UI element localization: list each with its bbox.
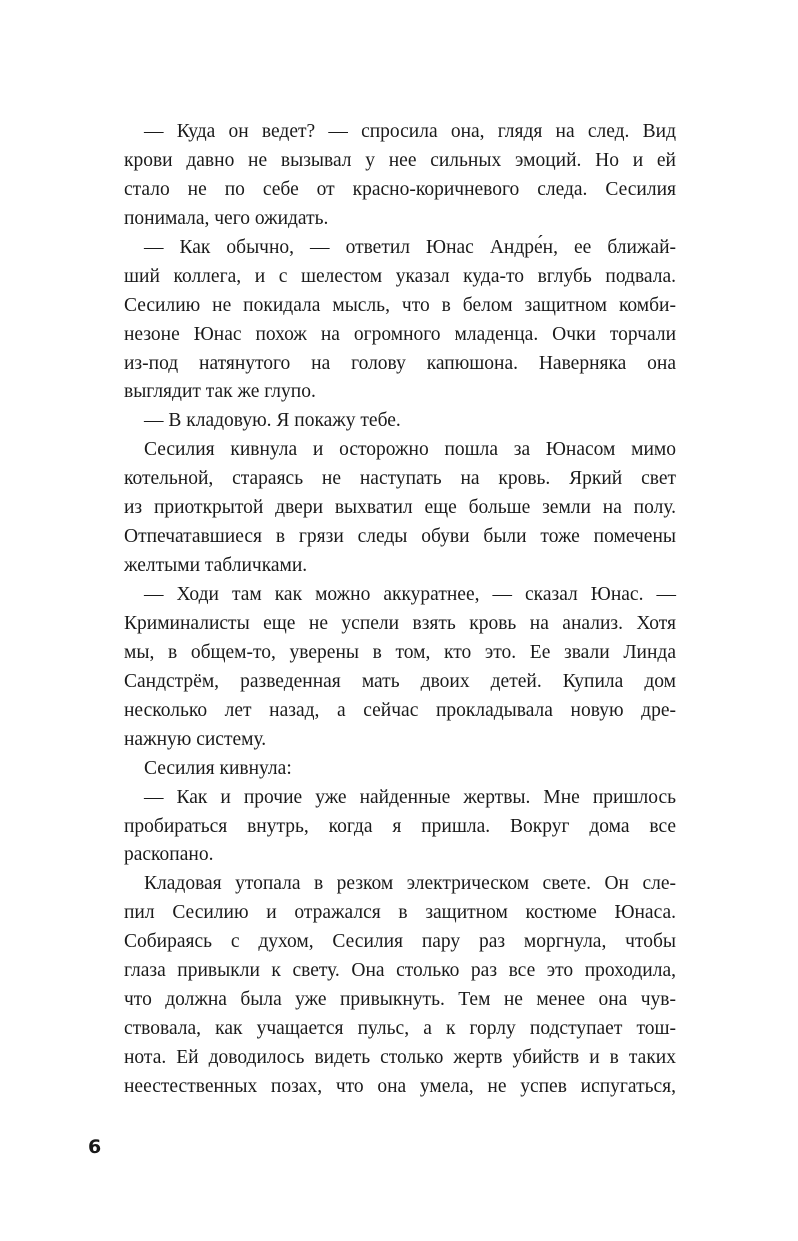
text-line: выглядит так же глупо.	[124, 381, 316, 403]
text-line: ший коллега, и с шелестом указал куда-то вглубь подвала.	[124, 265, 676, 287]
text-line: нота. Ей доводилось видеть столько жертв убийств и в таких	[124, 1047, 676, 1068]
text-line: Отпечатавшиеся в грязи следы обуви были тоже помечены	[124, 526, 676, 548]
text-line: из приоткрытой двери выхватил еще больше земли на полу.	[124, 497, 676, 519]
text-line: что должна была уже привыкнуть. Тем не менее она чув-	[124, 989, 676, 1011]
text-line: из-под натянутого на голову капюшона. Наверняка она	[124, 352, 676, 374]
text-line: Сесилия кивнула:	[144, 757, 292, 779]
text-line: желтыми табличками.	[124, 555, 308, 577]
text-line: Криминалисты еще не успели взять кровь на анализ. Хотя	[124, 612, 676, 634]
text-line: раскопано.	[124, 844, 214, 866]
text-line: крови давно не вызывал у нее сильных эмоций. Но и ей	[124, 149, 676, 171]
text-line: — Как и прочие уже найденные жертвы. Мне пришлось	[144, 786, 676, 808]
text-line: — Ходи там как можно аккуратнее, — сказал Юнас. —	[144, 584, 676, 605]
text-line: Сесилия кивнула и осторожно пошла за Юнасом мимо	[144, 439, 676, 461]
text-line: мы, в общем-то, уверены в том, кто это. Ее звали Линда	[124, 641, 676, 663]
text-line: глаза привыкли к свету. Она столько раз все это проходила,	[124, 960, 676, 982]
text-line: Собираясь с духом, Сесилия пару раз моргнула, чтобы	[124, 931, 676, 953]
body-text	[124, 118, 676, 1102]
text-line: стало не по себе от красно-коричневого следа. Сесилия	[124, 178, 676, 200]
text-line: нажную систему.	[124, 728, 267, 750]
text-line: ствовала, как учащается пульс, а к горлу подступает тош-	[124, 1018, 676, 1040]
text-line: несколько лет назад, а сейчас прокладывала новую дре-	[124, 699, 676, 721]
text-line: Кладовая утопала в резком электрическом свете. Он сле-	[144, 873, 676, 895]
text-line: пробираться внутрь, когда я пришла. Вокруг дома все	[124, 815, 676, 837]
text-line: неестественных позах, что она умела, не успев испугаться,	[124, 1075, 676, 1097]
text-line: — В кладовую. Я покажу тебе.	[144, 410, 401, 432]
text-line: — Как обычно, — ответил Юнас Андре́н, ее ближай-	[144, 236, 676, 258]
text-line: незоне Юнас похож на огромного младенца. Очки торчали	[124, 323, 676, 345]
text-line: Сандстрём, разведенная мать двоих детей. Купила дом	[124, 670, 676, 692]
text-line: пил Сесилию и отражался в защитном костюме Юнаса.	[124, 902, 676, 924]
text-line: Сесилию не покидала мысль, что в белом защитном комби-	[124, 294, 676, 316]
text-line: понимала, чего ожидать.	[124, 207, 329, 229]
page-number: 6	[88, 1136, 102, 1158]
text-line: котельной, стараясь не наступать на кровь. Яркий свет	[124, 468, 676, 490]
text-line: — Куда он ведет? — спросила она, глядя на след. Вид	[144, 121, 676, 142]
